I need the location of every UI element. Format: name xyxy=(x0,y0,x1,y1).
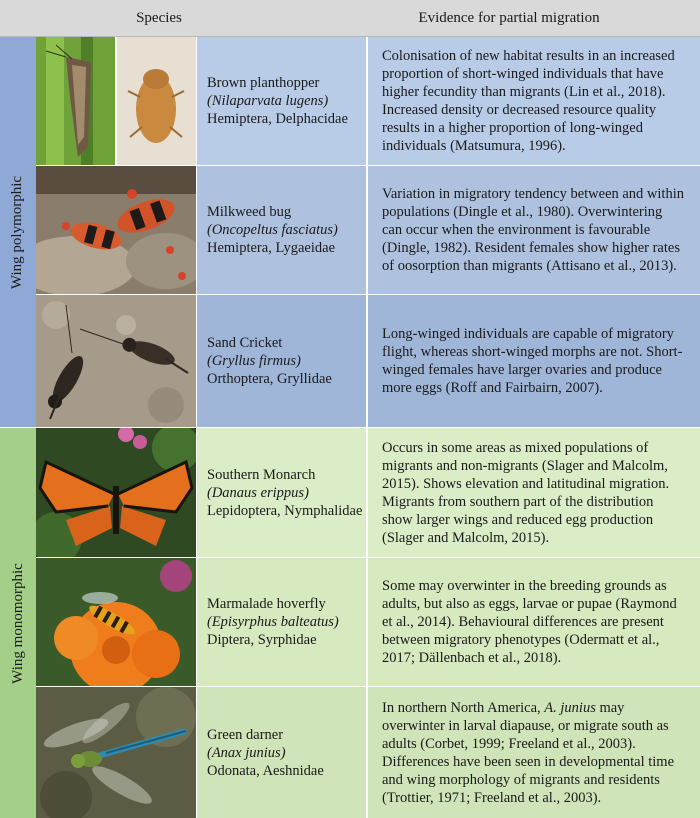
scientific-name: (Nilaparvata lugens) xyxy=(207,93,329,109)
species-column-header: Species xyxy=(136,10,182,26)
common-name: Sand Cricket xyxy=(207,335,283,351)
scientific-name: (Danaus erippus) xyxy=(207,484,309,501)
table-row xyxy=(36,428,700,558)
evidence-text: Long-winged individuals are capable of migratory flight, whereas short-winged morphs are not. Short-winged females have larger ovaries and produce more eggs (Roff and Fairbairn, 2007). xyxy=(382,326,683,396)
order-family: Lepidoptera, Nymphalidae xyxy=(207,502,363,519)
table-header xyxy=(0,0,700,37)
evidence-text: Occurs in some areas as mixed populations of migrants and non-migrants (Slager and Malcolm, 2015). Shows elevation and latitudinal migration. Migrants from southern part of the distribution show larger wings and reduced egg production (Slager and Malcolm, 2015). xyxy=(382,439,670,546)
species-cell xyxy=(197,166,367,294)
evidence-text: Colonisation of new habitat results in an increased proportion of short-winged individuals that have higher fecundity than migrants (Lin et al., 2018). Increased density or decreased resource quality results in a higher proportion of long-winged individuals (Matsumura, 1996). xyxy=(382,48,675,154)
scientific-name: (Oncopeltus fasciatus) xyxy=(207,222,338,238)
group-label-wing-monomorphic: Wing monomorphic xyxy=(0,428,36,818)
common-name: Brown planthopper xyxy=(207,75,320,91)
order-family: Orthoptera, Gryllidae xyxy=(207,371,332,387)
table-row xyxy=(36,37,700,166)
common-name: Green darner xyxy=(207,726,284,743)
table-row xyxy=(36,558,700,687)
evidence-text: Variation in migratory tendency between and within populations (Dingle et al., 1980). Overwintering can occur when the environment is favourable (Dingle, 1982). Resident females show higher rates of oosorption than migrants (Attisano et al., 2013). xyxy=(382,186,684,274)
table-row xyxy=(36,687,700,818)
brown-planthopper-photo xyxy=(36,37,197,165)
group-label-wing-polymorphic: Wing polymorphic xyxy=(0,37,36,427)
evidence-cell xyxy=(368,295,700,427)
milkweed-bug-photo xyxy=(36,166,197,294)
table-row xyxy=(36,295,700,428)
common-name: Marmalade hoverfly xyxy=(207,596,326,612)
evidence-cell xyxy=(368,166,700,294)
scientific-name: (Episyrphus balteatus) xyxy=(207,614,339,630)
evidence-cell xyxy=(368,428,700,557)
green-darner-photo xyxy=(36,687,197,818)
species-cell xyxy=(197,295,367,427)
evidence-cell xyxy=(368,558,700,686)
evidence-cell xyxy=(368,37,700,165)
species-cell xyxy=(197,558,367,686)
scientific-name: (Gryllus firmus) xyxy=(207,353,301,369)
species-cell xyxy=(197,37,367,165)
table-row xyxy=(36,166,700,295)
common-name: Milkweed bug xyxy=(207,204,292,220)
order-family: Odonata, Aeshnidae xyxy=(207,762,324,779)
marmalade-hoverfly-photo xyxy=(36,558,197,686)
species-cell xyxy=(197,687,367,818)
evidence-text: Some may overwinter in the breeding grounds as adults, but also as eggs, larvae or pupae (Raymond et al., 2014). Behavioural differences are present between migratory phenotypes (Odermatt et al., 2017; Dällenbach et al., 2018). xyxy=(382,578,677,666)
evidence-cell xyxy=(368,687,700,818)
evidence-text-species: A. junius xyxy=(544,699,596,716)
order-family: Hemiptera, Delphacidae xyxy=(207,111,348,127)
species-cell xyxy=(197,428,367,557)
order-family: Hemiptera, Lygaeidae xyxy=(207,240,336,256)
sand-cricket-photo xyxy=(36,295,197,427)
evidence-text-post: may overwinter in larval diapause, or migrate south as adults (Corbet, 1999; Freeland et al., 2003). Differences have been seen in developmental time and wing morphology of migrants and residents (Trottier, 1971; Freeland et al., 2003). xyxy=(382,699,675,806)
common-name: Southern Monarch xyxy=(207,466,316,483)
southern-monarch-photo xyxy=(36,428,197,557)
order-family: Diptera, Syrphidae xyxy=(207,632,317,648)
evidence-text xyxy=(382,699,686,807)
evidence-column-header: Evidence for partial migration xyxy=(418,10,600,26)
scientific-name: (Anax junius) xyxy=(207,744,286,761)
evidence-text-pre: In northern North America, xyxy=(382,699,545,716)
